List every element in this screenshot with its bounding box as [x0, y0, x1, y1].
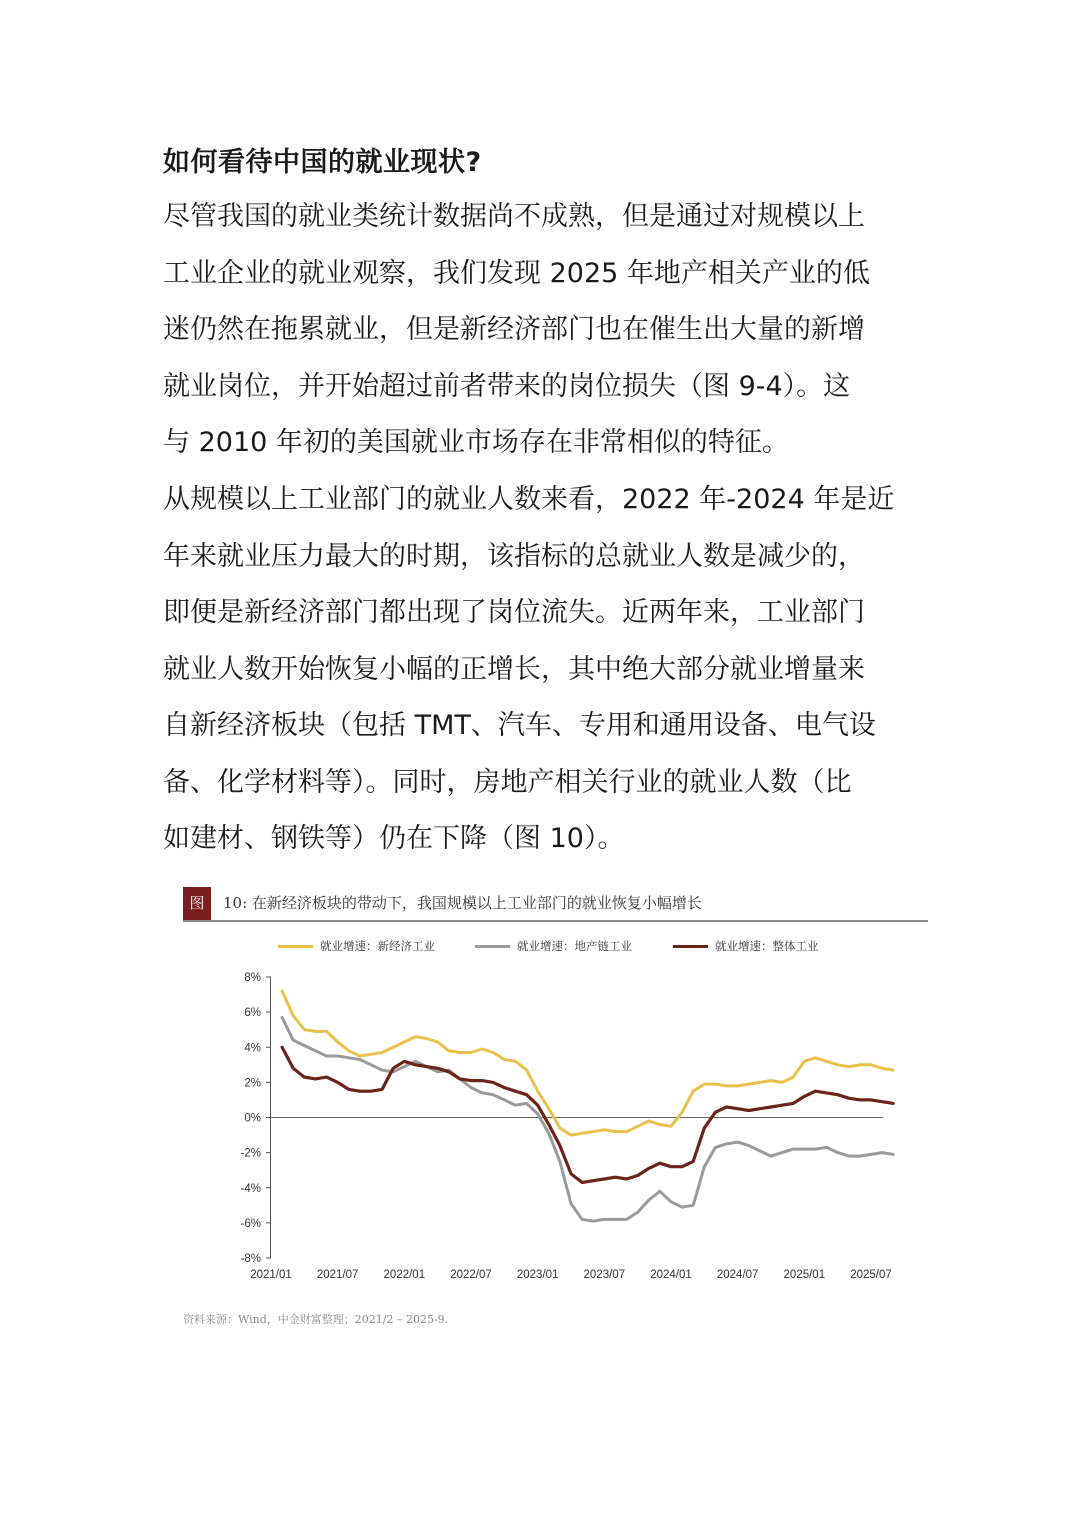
x-tick-label: 2021/07 [316, 1269, 359, 1281]
figure-title: 10: 在新经济板块的带动下，我国规模以上工业部门的就业恢复小幅增长 [223, 894, 702, 912]
paragraph-line: 自新经济板块（包括 TMT、汽车、专用和通用设备、电气设 [163, 710, 876, 741]
paragraph-line: 从规模以上工业部门的就业人数来看，2022 年-2024 年是近 [163, 484, 895, 515]
x-tick-label: 2023/07 [583, 1269, 626, 1281]
paragraph-line: 即便是新经济部门都出现了岗位流失。近两年来，工业部门 [163, 597, 865, 628]
legend-label: 就业增速：地产链工业 [517, 939, 632, 953]
paragraph-line: 备、化学材料等）。同时，房地产相关行业的就业人数（比 [163, 766, 852, 798]
x-tick-label: 2023/01 [516, 1269, 559, 1281]
x-tick-label: 2024/07 [716, 1269, 759, 1281]
series-line-0 [282, 991, 893, 1135]
paragraph-line: 尽管我国的就业类统计数据尚不成熟，但是通过对规模以上 [163, 201, 865, 232]
y-tick-label: 0% [244, 1112, 261, 1125]
paragraph-line: 迷仍然在拖累就业，但是新经济部门也在催生出大量的新增 [163, 314, 865, 345]
paragraph-line: 如建材、钢铁等）仍在下降（图 10）。 [163, 823, 625, 854]
y-tick-label: 6% [244, 1007, 261, 1020]
y-tick-label: -6% [240, 1217, 261, 1230]
y-tick-label: 4% [244, 1042, 261, 1055]
figure-source: 资料来源：Wind，中金财富整理；2021/2 – 2025-9. [183, 1313, 449, 1326]
legend-label: 就业增速：整体工业 [715, 939, 819, 953]
x-tick-label: 2025/07 [850, 1269, 892, 1281]
y-tick-label: 2% [244, 1077, 261, 1090]
legend-swatch [673, 945, 708, 948]
series-line-1 [282, 1017, 893, 1221]
figure [183, 887, 928, 1327]
paragraph-line: 就业人数开始恢复小幅的正增长，其中绝大部分就业增量来 [163, 653, 865, 685]
figure-tag: 图 [183, 887, 211, 920]
figure-header [183, 887, 928, 922]
x-tick-label: 2025/01 [783, 1269, 826, 1281]
paragraph-1 [163, 189, 923, 472]
x-tick-label: 2022/07 [450, 1269, 492, 1281]
legend-label: 就业增速：新经济工业 [320, 939, 435, 953]
legend-swatch [475, 945, 510, 948]
paragraph-line: 与 2010 年初的美国就业市场存在非常相似的特征。 [163, 427, 789, 458]
y-tick-label: -4% [240, 1182, 261, 1195]
y-tick-label: 8% [244, 972, 261, 984]
x-tick-label: 2022/01 [383, 1269, 426, 1281]
paragraph-line: 年来就业压力最大的时期，该指标的总就业人数是减少的， [163, 540, 865, 572]
y-tick-label: -2% [240, 1147, 261, 1160]
y-tick-label: -8% [240, 1253, 261, 1265]
article-heading: 如何看待中国的就业现状? [163, 147, 482, 178]
paragraph-line: 工业企业的就业观察，我们发现 2025 年地产相关产业的低 [163, 257, 870, 289]
paragraph-line: 就业岗位，并开始超过前者带来的岗位损失（图 9-4）。这 [163, 370, 851, 402]
x-tick-label: 2024/01 [650, 1269, 692, 1281]
line-chart [183, 962, 928, 1292]
legend-swatch [278, 945, 313, 948]
paragraph-2 [163, 472, 923, 868]
x-tick-label: 2021/01 [250, 1269, 292, 1281]
